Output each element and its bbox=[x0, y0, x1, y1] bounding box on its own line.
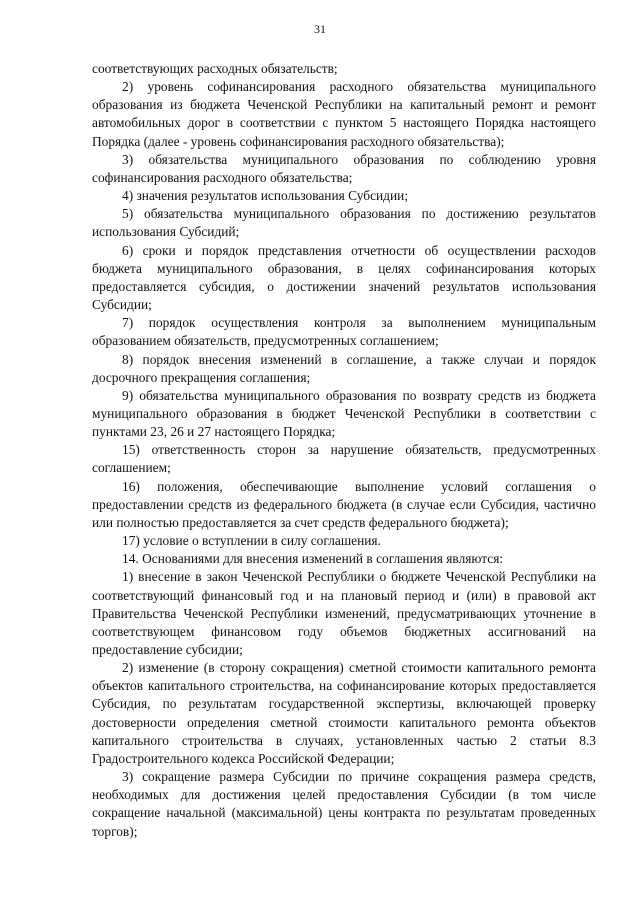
paragraph-item-15-liability: 15) ответственность сторон за нарушение обязательств, предусмотренных соглашением; bbox=[92, 442, 596, 476]
paragraph-item-9-refund: 9) обязательства муниципального образования по возврату средств из бюджета муниципального образования в бюджет Чеченской Республики в соответствии с пунктами 23, 26 и 27 настоящего Порядка; bbox=[92, 387, 596, 440]
paragraph-item-17-entry-into-force: 17) условие о вступлении в силу соглашения. bbox=[122, 533, 381, 549]
paragraph-ground-2-estimate-change: 2) изменение (в сторону сокращения) сметной стоимости капитального ремонта объектов капитального строительства, на софинансирование которых предоставляется Субсидия, по результатам государственной экспертизы, включающей проверку достоверности определения сметной стоимости капитального ремонта объектов капитального строительства в случаях, установленных частью 2 статьи 8.3 Градостроительного кодекса Российской Федерации; bbox=[92, 660, 596, 766]
paragraph-item-2-cofinancing-level: 2) уровень софинансирования расходного обязательства муниципального образования из бюджета Чеченской Республики на капитальный ремонт и ремонт автомобильных дорог в соответствии с пунктом 5 настоящего Порядка настоящего Порядка (далее - уровень софинансирования расходного обязательства); bbox=[92, 79, 596, 149]
paragraph-item-3-cofinancing-obligations: 3) обязательства муниципального образования по соблюдению уровня софинансирования расходного обязательства; bbox=[92, 151, 596, 185]
paragraph-item-6-reporting: 6) сроки и порядок представления отчетности об осуществлении расходов бюджета муниципального образования, в целях софинансирования которых предоставляется субсидия, о достижении значений результатов использования Субсидии; bbox=[92, 242, 596, 313]
paragraph-ground-1-budget-law: 1) внесение в закон Чеченской Республики о бюджете Чеченской Республики на соответствующий финансовый год и на плановый период и (или) в правовой акт Правительства Чеченской Республики изменений, предусматривающих уточнение в соответствующем финансовом году объемов бюджетных ассигнований на предоставление субсидии; bbox=[92, 569, 596, 657]
paragraph-continuation: соответствующих расходных обязательств; bbox=[92, 61, 338, 76]
paragraph-item-7-control: 7) порядок осуществления контроля за выполнением муниципальным образованием обязательств, предусмотренных соглашением; bbox=[92, 315, 596, 349]
document-body bbox=[92, 60, 596, 841]
paragraph-section-14: 14. Основаниями для внесения изменений в соглашения являются: bbox=[122, 551, 504, 567]
paragraph-item-8-amendments: 8) порядок внесения изменений в соглашение, а также случаи и порядок досрочного прекращения соглашения; bbox=[92, 351, 596, 385]
paragraph-ground-3-subsidy-reduction: 3) сокращение размера Субсидии по причине сокращения размера средств, необходимых для достижения целей предоставления Субсидии (в том числе сокращение начальной (максимальной) цены контракта по результатам проведенных торгов); bbox=[92, 769, 596, 839]
paragraph-item-5-result-obligations: 5) обязательства муниципального образования по достижению результатов использования Субсидий; bbox=[92, 206, 596, 240]
paragraph-item-4-result-values: 4) значения результатов использования Субсидии; bbox=[122, 188, 409, 204]
paragraph-item-16-federal-conditions: 16) положения, обеспечивающие выполнение условий соглашения о предоставлении средств из федерального бюджета (в случае если Субсидия, частично или полностью предоставляется за счет средств федерального бюджета); bbox=[92, 478, 596, 530]
page-number: 31 bbox=[314, 22, 326, 36]
